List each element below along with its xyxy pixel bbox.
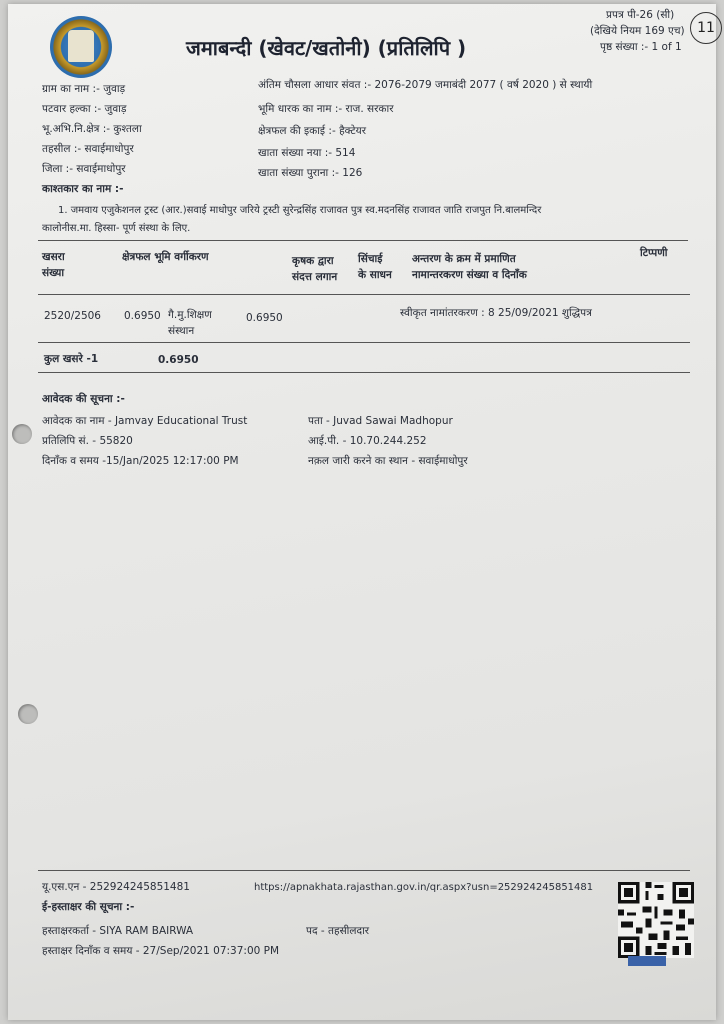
- footer-rule: [38, 870, 690, 871]
- col-mutation-1: अन्तरण के क्रम में प्रमाणित: [412, 253, 516, 265]
- document-title: जमाबन्दी (खेवट/खतोनी) (प्रतिलिपि ): [186, 36, 467, 60]
- document-page: [8, 4, 716, 1020]
- khata-new: खाता संख्या नया :- 514: [258, 147, 356, 159]
- col-area-class: क्षेत्रफल भूमि वर्गीकरण: [122, 251, 209, 263]
- qr-code-icon: [618, 882, 694, 966]
- total-area-value: 0.6950: [158, 354, 199, 366]
- signer-name: हस्ताक्षरकर्ता - SIYA RAM BAIRWA: [42, 925, 194, 937]
- table-row-rule: [38, 342, 690, 343]
- usn-number: यू.एस.एन - 252924245851481: [42, 881, 190, 893]
- area-unit: क्षेत्रफल की इकाई :- हैक्टेयर: [258, 125, 367, 137]
- col-irrigation-1: सिंचाई: [358, 253, 383, 265]
- row-class-2: संस्थान: [168, 325, 195, 337]
- settlement-info: अंतिम चौसला आधार संवत :- 2076-2079 जमाबंदी 2077 ( वर्ष 2020 ) से स्थायी: [258, 79, 593, 91]
- copy-number: प्रतिलिपि सं. - 55820: [42, 435, 133, 447]
- applicant-address: पता - Juvad Sawai Madhopur: [308, 415, 453, 427]
- total-khasra-label: कुल खसरे -1: [44, 353, 99, 365]
- land-record-area: भू.अभि.नि.क्षेत्र :- कुश्तला: [42, 123, 142, 135]
- col-irrigation-2: के साधन: [358, 269, 392, 281]
- table-top-rule: [38, 240, 688, 241]
- col-mutation-2: नामान्तरकरण संख्या व दिनाँक: [412, 269, 527, 281]
- col-khasra-2: संख्या: [42, 267, 65, 279]
- col-remarks: टिप्पणी: [640, 247, 668, 259]
- signer-designation: पद - तहसीलदार: [306, 925, 370, 937]
- applicant-ip: आई.पी. - 10.70.244.252: [308, 435, 427, 447]
- row-mutation: स्वीकृत नामांतरकरण : 8 25/09/2021 शुद्धिपत्र: [400, 307, 592, 319]
- row-class-1: गै.मु.शिक्षण: [168, 309, 212, 321]
- table-header-rule: [38, 294, 690, 295]
- cultivator-line-1: 1. जमवाय एजुकेशनल ट्रस्ट (आर.)सवाई माधोपुर जरिये ट्रस्टी सुरेन्द्रसिंह राजावत पुत्र स्व.मदनसिंह राजावत जाति राजपुत नि.बालमन्दिर: [58, 205, 542, 216]
- cultivator-line-2: कालोनीस.मा. हिस्सा- पूर्ण संस्था के लिए.: [42, 223, 191, 234]
- table-bottom-rule: [38, 372, 690, 373]
- row-area: 0.6950: [124, 310, 161, 322]
- land-holder: भूमि धारक का नाम :- राज. सरकार: [258, 103, 394, 115]
- page-number-badge: 11: [690, 12, 722, 44]
- row-area-2: 0.6950: [246, 312, 283, 324]
- esign-heading: ई-हस्ताक्षर की सूचना :-: [42, 901, 135, 913]
- tehsil: तहसील :- सवाईमाधोपुर: [42, 143, 134, 155]
- verification-url: https://apnakhata.rajasthan.gov.in/qr.aspx?usn=252924245851481: [254, 882, 594, 893]
- col-farmer-2: संदत्त लगान: [292, 271, 338, 283]
- applicant-name: आवेदक का नाम - Jamvay Educational Trust: [42, 415, 248, 427]
- col-farmer-1: कृषक द्वारा: [292, 255, 334, 267]
- punch-hole: [12, 424, 32, 444]
- patwar-circle: पटवार हल्का :- जुवाड़: [42, 103, 127, 115]
- cultivator-heading: काश्तकार का नाम :-: [42, 183, 124, 195]
- col-khasra-1: खसरा: [42, 251, 65, 263]
- rule-reference: (देखिये नियम 169 एच): [590, 25, 685, 37]
- state-emblem-icon: [50, 16, 112, 78]
- punch-hole: [18, 704, 38, 724]
- sign-datetime: हस्ताक्षर दिनाँक व समय - 27/Sep/2021 07:37:00 PM: [42, 945, 280, 957]
- page-count: पृष्ठ संख्या :- 1 of 1: [600, 41, 682, 53]
- village-name: ग्राम का नाम :- जुवाड़: [42, 83, 126, 95]
- district: जिला :- सवाईमाधोपुर: [42, 163, 126, 175]
- applicant-heading: आवेदक की सूचना :-: [42, 393, 125, 405]
- khata-old: खाता संख्या पुराना :- 126: [258, 167, 363, 179]
- row-khasra: 2520/2506: [44, 310, 101, 322]
- form-reference: प्रपत्र पी-26 (सी): [606, 9, 675, 21]
- issue-place: नक़ल जारी करने का स्थान - सवाईमाधोपुर: [308, 455, 468, 467]
- applicant-datetime: दिनाँक व समय -15/Jan/2025 12:17:00 PM: [42, 455, 239, 467]
